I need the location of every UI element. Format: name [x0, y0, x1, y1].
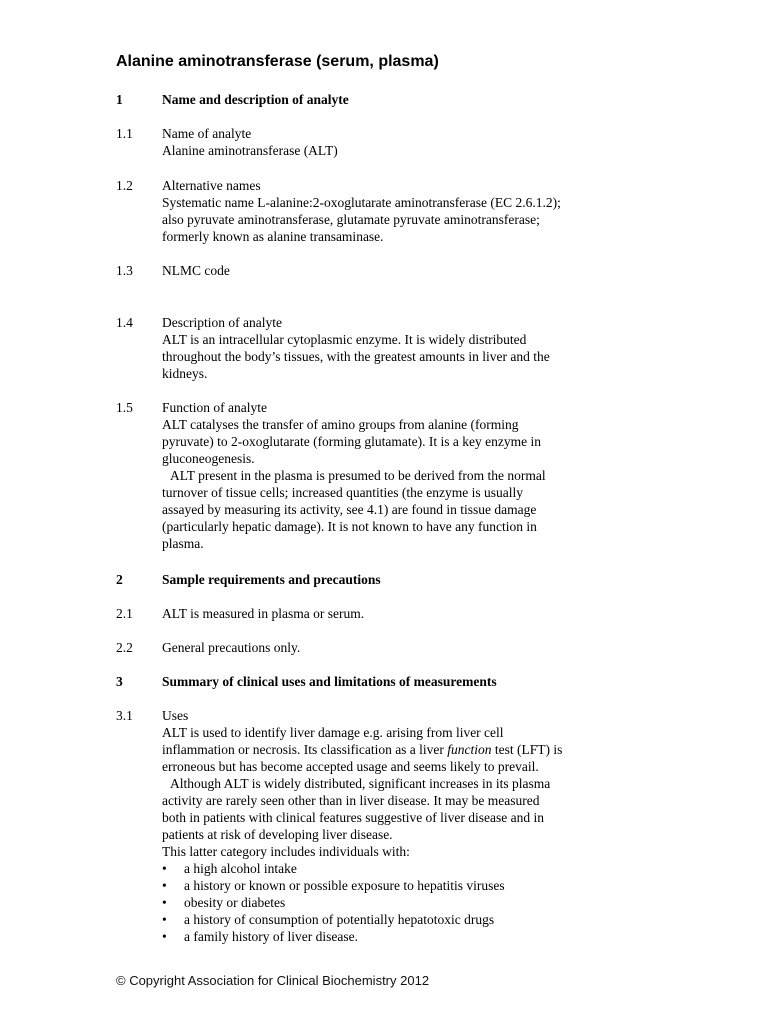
list-item-text: a history or known or possible exposure to hepatitis viruses — [184, 878, 505, 893]
subsection-number: 1.4 — [116, 315, 133, 330]
paragraph-line: (particularly hepatic damage). It is not known to have any function in — [162, 519, 537, 534]
list-item — [162, 877, 647, 894]
section-number: 1 — [116, 92, 123, 107]
paragraph-line: plasma. — [162, 536, 204, 551]
text-run: inflammation or necrosis. Its classification as a liver — [162, 742, 448, 757]
subsection-number: 1.2 — [116, 178, 133, 193]
subsection-label: Function of analyte — [162, 400, 267, 415]
paragraph-line: ALT is used to identify liver damage e.g. arising from liver cell — [162, 725, 504, 740]
list-item-text: a high alcohol intake — [184, 861, 297, 876]
analyte-name: Alanine aminotransferase (ALT) — [162, 143, 338, 158]
paragraph-line: pyruvate) to 2-oxoglutarate (forming glutamate). It is a key enzyme in — [162, 434, 541, 449]
risk-factor-list — [162, 860, 647, 945]
bullet-icon: • — [162, 912, 167, 927]
list-intro: This latter category includes individuals with: — [162, 844, 410, 859]
subsection-number: 1.3 — [116, 263, 133, 278]
paragraph-line: erroneous but has become accepted usage and seems likely to prevail. — [162, 759, 539, 774]
paragraph-line: ALT catalyses the transfer of amino groups from alanine (forming — [162, 417, 519, 432]
section-number: 3 — [116, 674, 123, 689]
list-item — [162, 860, 647, 877]
subsection-label: Uses — [162, 708, 189, 723]
bullet-icon: • — [162, 861, 167, 876]
bullet-icon: • — [162, 929, 167, 944]
page-title: Alanine aminotransferase (serum, plasma) — [116, 53, 439, 70]
paragraph-line: Although ALT is widely distributed, significant increases in its plasma — [170, 776, 551, 791]
paragraph-line: Systematic name L-alanine:2-oxoglutarate aminotransferase (EC 2.6.1.2); — [162, 195, 561, 210]
subsection-label: Alternative names — [162, 178, 261, 193]
list-item — [162, 894, 647, 911]
subsection-number: 1.5 — [116, 400, 133, 415]
subsection-number: 3.1 — [116, 708, 133, 723]
section-heading: Summary of clinical uses and limitations of measurements — [162, 674, 497, 689]
text-run: test (LFT) is — [491, 742, 563, 757]
paragraph-line: throughout the body’s tissues, with the greatest amounts in liver and the — [162, 349, 550, 364]
paragraph-line: ALT present in the plasma is presumed to be derived from the normal — [170, 468, 546, 483]
section-heading: Name and description of analyte — [162, 92, 349, 107]
bullet-icon: • — [162, 878, 167, 893]
paragraph-line: ALT is measured in plasma or serum. — [162, 606, 365, 621]
copyright-footer: © Copyright Association for Clinical Biochemistry 2012 — [116, 973, 430, 988]
paragraph-line — [162, 741, 647, 758]
subsection-number: 1.1 — [116, 126, 133, 141]
paragraph-line: kidneys. — [162, 366, 208, 381]
emphasis-function: function — [447, 742, 492, 757]
paragraph-line: General precautions only. — [162, 640, 301, 655]
paragraph-line: patients at risk of developing liver disease. — [162, 827, 393, 842]
list-item-text: obesity or diabetes — [184, 895, 286, 910]
paragraph-line: assayed by measuring its activity, see 4.1) are found in tissue damage — [162, 502, 537, 517]
section-heading: Sample requirements and precautions — [162, 572, 381, 587]
bullet-icon: • — [162, 895, 167, 910]
subsection-label: NLMC code — [162, 263, 230, 278]
paragraph-line: also pyruvate aminotransferase, glutamate pyruvate aminotransferase; — [162, 212, 540, 227]
subsection-number: 2.2 — [116, 640, 133, 655]
list-item — [162, 928, 647, 945]
paragraph-line: formerly known as alanine transaminase. — [162, 229, 384, 244]
paragraph-line: ALT is an intracellular cytoplasmic enzyme. It is widely distributed — [162, 332, 527, 347]
subsection-label: Name of analyte — [162, 126, 252, 141]
section-number: 2 — [116, 572, 123, 587]
list-item-text: a history of consumption of potentially hepatotoxic drugs — [184, 912, 495, 927]
paragraph-line: activity are rarely seen other than in liver disease. It may be measured — [162, 793, 540, 808]
list-item-text: a family history of liver disease. — [184, 929, 358, 944]
list-item — [162, 911, 647, 928]
paragraph-line: turnover of tissue cells; increased quantities (the enzyme is usually — [162, 485, 524, 500]
subsection-label: Description of analyte — [162, 315, 282, 330]
paragraph-line: gluconeogenesis. — [162, 451, 255, 466]
subsection-number: 2.1 — [116, 606, 133, 621]
paragraph-line: both in patients with clinical features suggestive of liver disease and in — [162, 810, 545, 825]
